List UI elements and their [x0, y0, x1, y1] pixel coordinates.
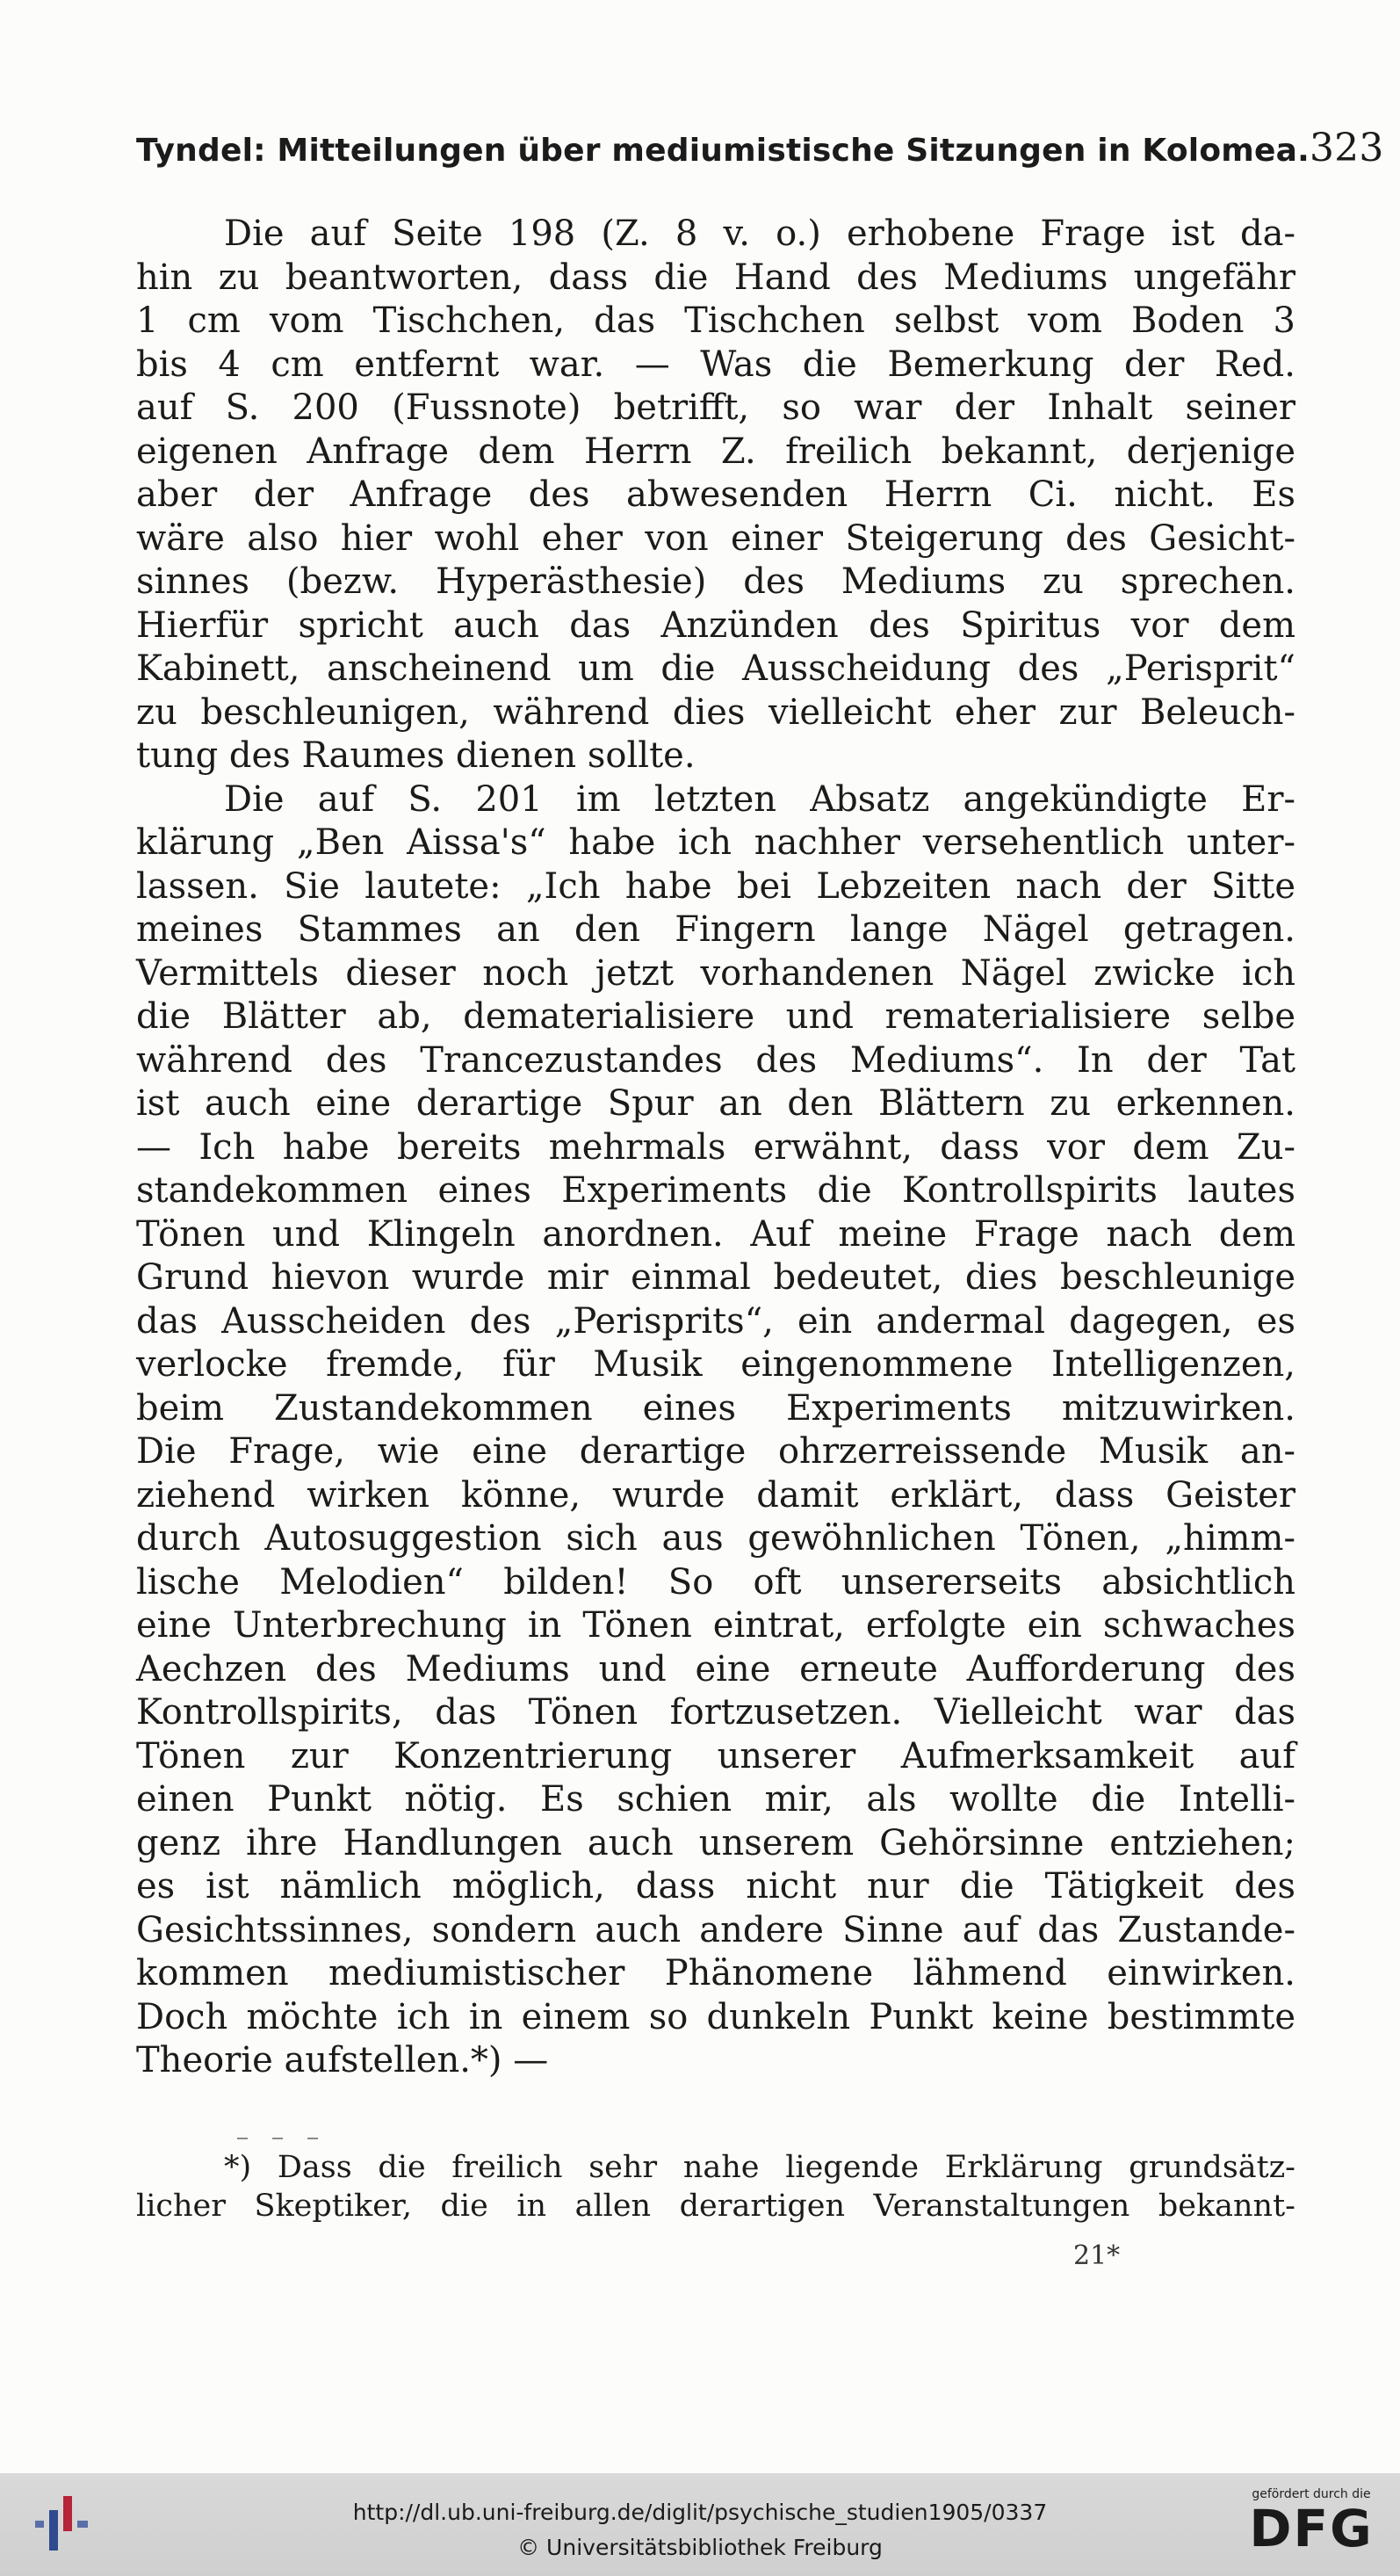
- text-line: eigenen Anfrage dem Herrn Z. freilich bekannt, derjenige: [136, 431, 1295, 472]
- text-line: — Ich habe bereits mehrmals erwähnt, dass vor dem Zu-: [136, 1126, 1295, 1168]
- text-line: sinnes (bezw. Hyperästhesie) des Mediums zu sprechen.: [136, 561, 1295, 602]
- text-line: klärung „Ben Aissa's“ habe ich nachher versehentlich unter-: [136, 822, 1295, 863]
- text-line: die Blätter ab, dematerialisiere und rematerialisiere selbe: [136, 996, 1295, 1037]
- footnote-line: *) Dass die freilich sehr nahe liegende Erklärung grundsätz-: [224, 2150, 1295, 2185]
- text-line: meines Stammes an den Fingern lange Nägel getragen.: [136, 909, 1295, 950]
- text-line: Kabinett, anscheinend um die Ausscheidung des „Perisprit“: [136, 648, 1295, 689]
- text-line: auf S. 200 (Fussnote) betrifft, so war der Inhalt seiner: [136, 387, 1295, 428]
- text-line: tung des Raumes dienen sollte.: [136, 735, 696, 776]
- body-text: [136, 213, 1295, 2083]
- text-line: Die auf S. 201 im letzten Absatz angekündigte Er-: [224, 778, 1295, 820]
- text-line: das Ausscheiden des „Perisprits“, ein andermal dagegen, es: [136, 1300, 1295, 1342]
- text-line: Tönen zur Konzentrierung unserer Aufmerksamkeit auf: [136, 1735, 1295, 1776]
- text-line: durch Autosuggestion sich aus gewöhnlichen Tönen, „himm-: [136, 1518, 1295, 1559]
- text-line: Theorie aufstellen.*) —: [136, 2040, 549, 2080]
- text-line: verlocke fremde, für Musik eingenommene Intelligenzen,: [136, 1344, 1295, 1385]
- text-line: Grund hievon wurde mir einmal bedeutet, dies beschleunige: [136, 1257, 1295, 1298]
- text-line: Doch möchte ich in einem so dunkeln Punkt keine bestimmte: [136, 1996, 1295, 2037]
- footnote-separator: [237, 2126, 378, 2128]
- text-line: lische Melodien“ bilden! So oft unsererseits absichtlich: [136, 1561, 1295, 1603]
- text-line: lassen. Sie lautete: „Ich habe bei Lebzeiten nach der Sitte: [136, 865, 1295, 907]
- signature-mark: 21*: [1073, 2240, 1121, 2271]
- text-line: wäre also hier wohl eher von einer Steigerung des Gesicht-: [136, 517, 1295, 559]
- text-line: einen Punkt nötig. Es schien mir, als wollte die Intelli-: [136, 1779, 1295, 1820]
- text-line: kommen mediumistischer Phänomene lähmend einwirken.: [136, 1953, 1295, 1994]
- text-line: es ist nämlich möglich, dass nicht nur die Tätigkeit des: [136, 1866, 1295, 1907]
- running-header: [136, 126, 1384, 178]
- page-number: 323: [1309, 126, 1384, 170]
- text-line: Hierfür spricht auch das Anzünden des Spiritus vor dem: [136, 604, 1295, 646]
- text-line: zu beschleunigen, während dies vielleicht eher zur Beleuch-: [136, 691, 1295, 733]
- text-line: Die Frage, wie eine derartige ohrzerreissende Musik an-: [136, 1431, 1295, 1472]
- text-line: Kontrollspirits, das Tönen fortzusetzen. Vielleicht war das: [136, 1692, 1295, 1733]
- text-line: Gesichtssinnes, sondern auch andere Sinne auf das Zustande-: [136, 1909, 1295, 1950]
- text-line: hin zu beantworten, dass die Hand des Mediums ungefähr: [136, 257, 1295, 298]
- viewer-footer: [0, 2473, 1400, 2576]
- text-line: ist auch eine derartige Spur an den Blättern zu erkennen.: [136, 1083, 1295, 1124]
- footer-copyright: © Universitätsbibliothek Freiburg: [517, 2535, 883, 2560]
- running-title: Tyndel: Mitteilungen über mediumistische Sitzungen in Kolomea.: [136, 133, 1310, 169]
- footer-url[interactable]: http://dl.ub.uni-freiburg.de/diglit/psychische_studien1905/0337: [352, 2500, 1048, 2525]
- dfg-note: gefördert durch die: [1252, 2487, 1371, 2501]
- text-line: während des Trancezustandes des Mediums“. In der Tat: [136, 1039, 1295, 1081]
- text-line: Tönen und Klingeln anordnen. Auf meine Frage nach dem: [136, 1213, 1295, 1255]
- text-line: ziehend wirken könne, wurde damit erklärt, dass Geister: [136, 1474, 1295, 1516]
- text-line: bis 4 cm entfernt war. — Was die Bemerkung der Red.: [136, 344, 1295, 385]
- text-line: eine Unterbrechung in Tönen eintrat, erfolgte ein schwaches: [136, 1605, 1295, 1646]
- text-line: genz ihre Handlungen auch unserem Gehörsinne entziehen;: [136, 1822, 1295, 1863]
- text-line: aber der Anfrage des abwesenden Herrn Ci. nicht. Es: [136, 474, 1295, 515]
- text-line: 1 cm vom Tischchen, das Tischchen selbst vom Boden 3: [136, 300, 1295, 341]
- text-line: standekommen eines Experiments die Kontrollspirits lautes: [136, 1170, 1295, 1211]
- text-line: Die auf Seite 198 (Z. 8 v. o.) erhobene Frage ist da-: [224, 213, 1295, 254]
- text-line: Aechzen des Mediums und eine erneute Aufforderung des: [136, 1648, 1295, 1690]
- text-line: Vermittels dieser noch jetzt vorhandenen Nägel zwicke ich: [136, 952, 1295, 994]
- dfg-wordmark: DFG: [1249, 2499, 1374, 2558]
- footnote: [136, 2148, 1295, 2225]
- text-line: beim Zustandekommen eines Experiments mitzuwirken.: [136, 1387, 1295, 1429]
- dfg-logo: [1237, 2487, 1386, 2566]
- footnote-line: licher Skeptiker, die in allen derartigen Veranstaltungen bekannt-: [136, 2189, 1295, 2224]
